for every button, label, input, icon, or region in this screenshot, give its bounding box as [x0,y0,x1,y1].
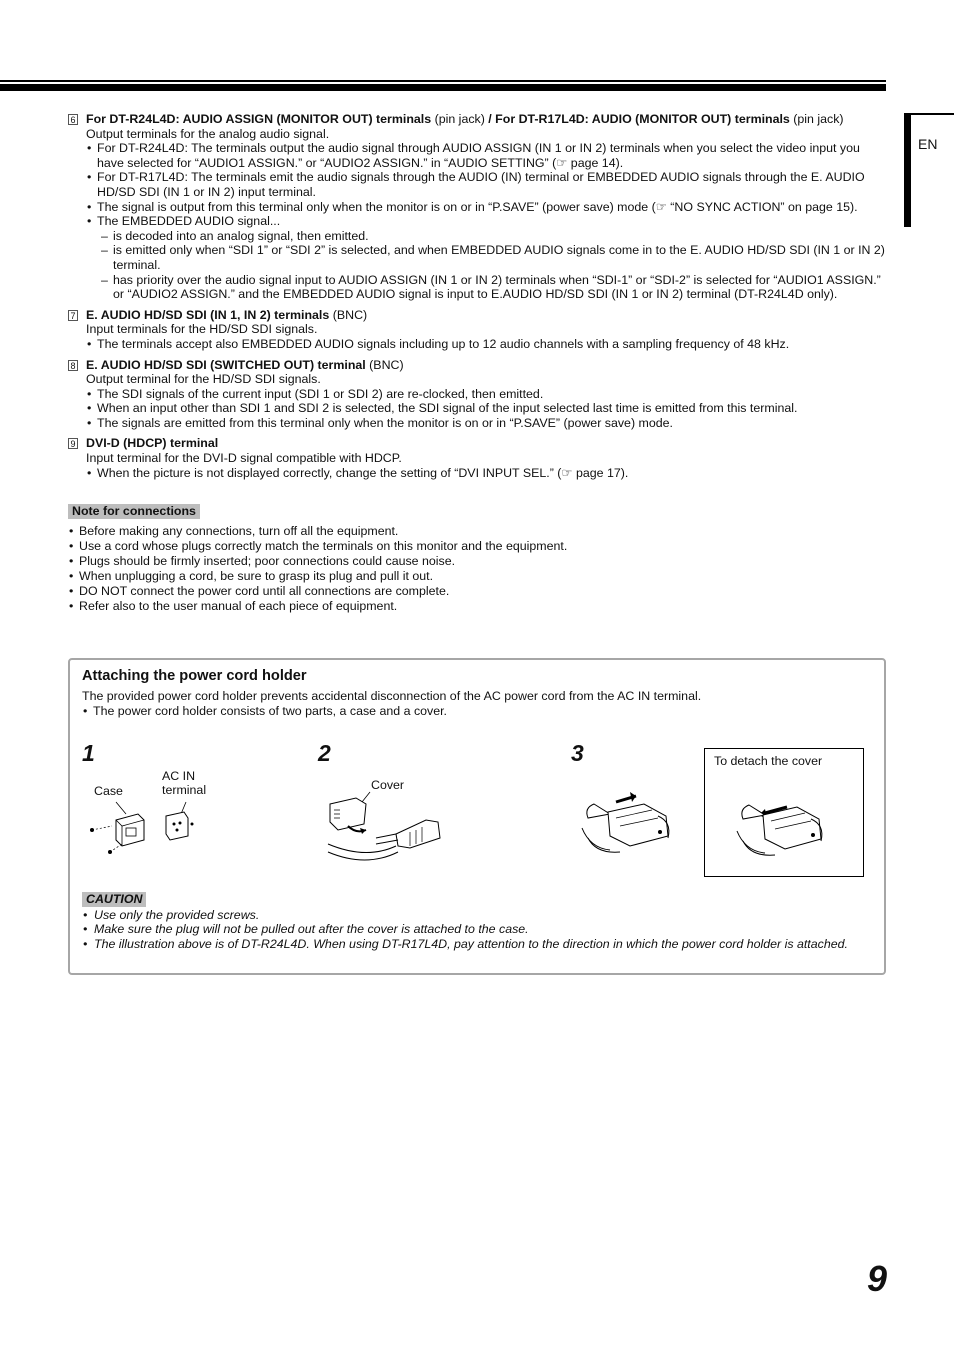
caution-section [82,892,872,951]
note-item: • When unplugging a cord, be sure to grasp its plug and pull it out. [68,569,888,584]
step-3-illustration [580,788,680,860]
note-item: • Refer also to the user manual of each piece of equipment. [68,599,888,614]
caution-item: • Use only the provided screws. [82,908,872,923]
heading-bold: For DT-R24L4D: AUDIO ASSIGN (MONITOR OUT) terminals [86,112,432,126]
item-description: Input terminals for the HD/SD SDI signals. [86,322,318,337]
heading-bold: E. AUDIO HD/SD SDI (IN 1, IN 2) terminals [86,307,330,322]
item-description: Input terminal for the DVI-D signal compatible with HDCP. [86,451,402,466]
page-number: 9 [867,1258,888,1299]
dash-item: – is emitted only when “SDI 1” or “SDI 2” is selected, and when EMBEDDED AUDIO signals come in to the E. AUDIO HD/SD SDI (IN 1 or IN 2) terminal. [86,243,888,272]
step-2-illustration [326,790,451,862]
item-number: 8 [68,360,78,371]
box-title: Attaching the power cord holder [82,668,307,684]
item-heading [86,308,888,323]
heading-bold: / For DT-R17L4D: AUDIO (MONITOR OUT) terminals [488,112,790,126]
bullet-item: • When the picture is not displayed correctly, change the setting of “DVI INPUT SEL.” (☞ page 17). [86,466,888,481]
note-item: • Before making any connections, turn off all the equipment. [68,524,888,539]
language-tab [904,113,954,227]
heading-note: (BNC) [329,307,368,322]
power-cord-holder-box [68,658,886,975]
item-8 [68,358,888,431]
bullet-item: • The EMBEDDED AUDIO signal... [86,214,888,229]
bullet-item: • The signals are emitted from this terminal only when the monitor is on or in “P.SAVE” (power save) mode. [86,416,888,431]
heading-note: (pin jack) [431,112,489,126]
item-heading [86,112,888,127]
note-item: • DO NOT connect the power cord until all connections are complete. [68,584,888,599]
bullet-item: • When an input other than SDI 1 and SDI 2 is selected, the SDI signal of the input selected last time is emitted from this terminal. [86,401,888,416]
box-description [82,689,872,718]
ac-in-label: AC IN [162,769,196,783]
note-list [68,524,888,614]
step-1-illustration [86,800,196,855]
item-heading [86,436,888,451]
box-bullet: • The power cord holder consists of two parts, a case and a cover. [82,704,872,719]
cover-label: Cover [371,778,405,792]
detach-cover-box [704,748,864,877]
box-desc-text: The provided power cord holder prevents accidental disconnection of the AC power cord from the AC IN terminal. [82,689,702,703]
heading-bold: DVI-D (HDCP) terminal [86,436,219,451]
detach-cover-label: To detach the cover [714,754,823,768]
item-9 [68,436,888,480]
case-label: Case [94,784,123,798]
heading-note: (BNC) [365,357,404,372]
bullet-item: • For DT-R17L4D: The terminals emit the audio signals through the AUDIO (IN) terminal or EMBEDDED AUDIO signals through the E. AUDIO HD/SD SDI (IN 1 or IN 2) input terminal. [86,170,888,199]
step-3-number: 3 [571,740,584,766]
note-item: • Use a cord whose plugs correctly match the terminals on this monitor and the equipment. [68,539,888,554]
detach-illustration [735,789,835,861]
step-1-number: 1 [82,740,95,766]
bullet-item: • The terminals accept also EMBEDDED AUDIO signals including up to 12 audio channels with a sampling frequency of 48 kHz. [86,337,888,352]
step-2-number: 2 [318,740,331,766]
terminal-descriptions [68,112,888,614]
item-7 [68,308,888,352]
language-label: EN [918,136,938,152]
caution-item: • The illustration above is of DT-R24L4D. When using DT-R17L4D, pay attention to the direction in which the power cord holder is attached. [82,937,872,952]
item-heading [86,358,888,373]
caution-label: CAUTION [82,892,146,907]
dash-item: – is decoded into an analog signal, then emitted. [86,229,888,244]
bullet-item: • The SDI signals of the current input (SDI 1 or SDI 2) are re-clocked, then emitted. [86,387,888,402]
item-number: 9 [68,438,78,449]
caution-item: • Make sure the plug will not be pulled out after the cover is attached to the case. [82,922,872,937]
terminal-label: terminal [162,783,207,797]
header-rule-thick [0,84,886,91]
item-6 [68,112,888,302]
item-number: 7 [68,310,78,321]
item-description: Output terminals for the analog audio signal. [86,126,330,141]
dash-item: – has priority over the audio signal input to AUDIO ASSIGN (IN 1 or IN 2) terminals when “SDI-1” or “SDI-2” is selected for “AUDIO1 ASSIGN.” or “AUDIO2 ASSIGN.” and the EMBEDDED AUDIO signal is input to E.AUDIO HD/SD SDI (IN 1 or IN 2) terminal (DT-R24L4D only). [86,273,888,302]
note-item: • Plugs should be firmly inserted; poor connections could cause noise. [68,554,888,569]
heading-note: (pin jack) [789,112,844,126]
bullet-item: • The signal is output from this terminal only when the monitor is on or in “P.SAVE” (power save) mode (☞ “NO SYNC ACTION” on page 15). [86,200,888,215]
item-number: 6 [68,114,78,125]
bullet-item: • For DT-R24L4D: The terminals output the audio signal through AUDIO ASSIGN (IN 1 or IN 2) terminals when you select the video input you have selected for “AUDIO1 ASSIGN.” or “AUDIO2 ASSIGN.” in “AUDIO SETTING” (☞ page 14). [86,141,888,170]
note-label: Note for connections [68,504,200,519]
item-description: Output terminal for the HD/SD SDI signals. [86,372,321,387]
heading-bold: E. AUDIO HD/SD SDI (SWITCHED OUT) terminal [86,357,366,372]
header-rule-thin [0,80,886,82]
